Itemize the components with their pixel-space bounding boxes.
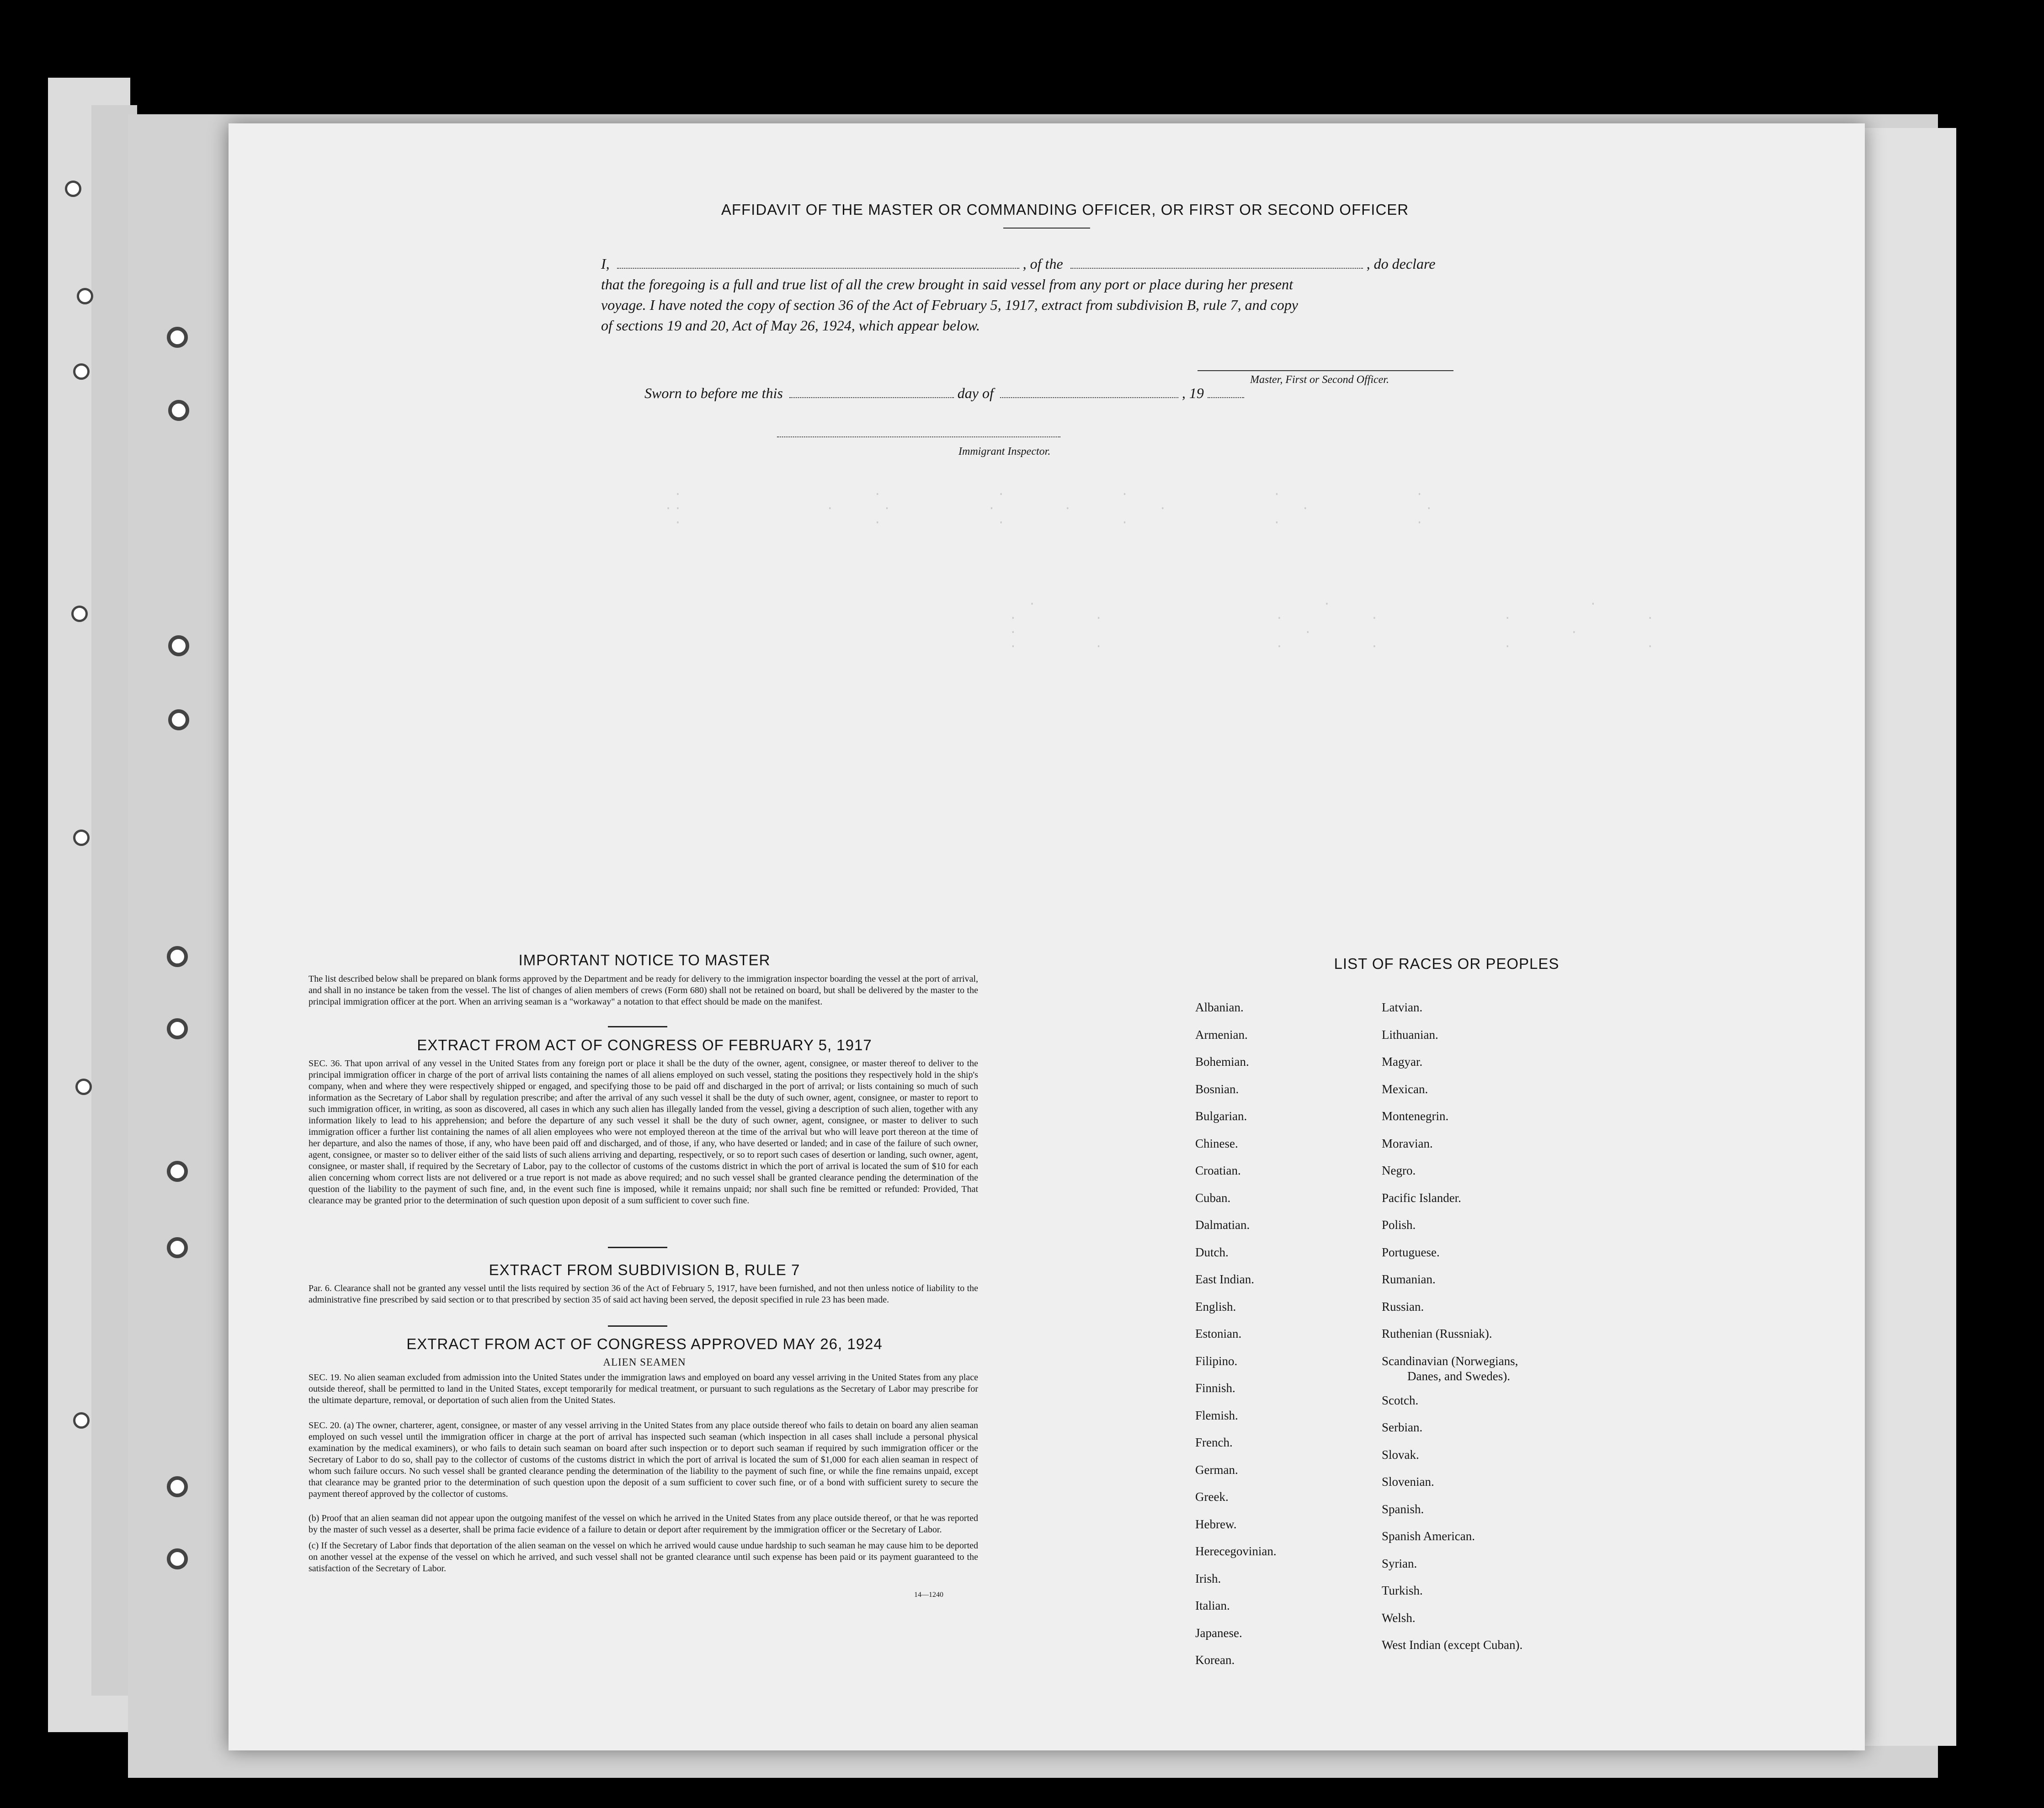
race-item: Scandinavian (Norwegians,: [1382, 1354, 1518, 1368]
affidavit-line-2: voyage. I have noted the copy of section 36 of the Act of February 5, 1917, extract from subdivision B, rule 7, and copy: [601, 297, 1298, 313]
race-item: Chinese.: [1195, 1136, 1238, 1150]
affidavit-line-3: of sections 19 and 20, Act of May 26, 1924, which appear below.: [601, 317, 980, 334]
race-item: Finnish.: [1195, 1381, 1235, 1395]
races-right-column: [1382, 994, 1522, 1659]
notice-text: The list described below shall be prepared on blank forms approved by the Department and be ready for delivery to the immigration inspector boarding the vessel at the port of arrival, and shall in no instance be taken from the vessel. The list of changes of alien members of crews (Form 680) shall not be retained on board, but shall be delivered by the master to the principal immigration officer at the port. When an arriving seaman is a "workaway" a notation to that effect should be made on the manifest.: [309, 974, 978, 1007]
race-item: Herecegovinian.: [1195, 1544, 1277, 1558]
race-item: Japanese.: [1195, 1626, 1242, 1640]
race-item: Welsh.: [1382, 1611, 1416, 1625]
alien-seamen-subtitle: ALIEN SEAMEN: [603, 1356, 686, 1368]
race-item: Latvian.: [1382, 1000, 1423, 1014]
race-item: Albanian.: [1195, 1000, 1244, 1014]
race-item: Turkish.: [1382, 1584, 1423, 1597]
race-item: Montenegrin.: [1382, 1109, 1449, 1123]
binder-hole: [167, 327, 188, 348]
race-item: German.: [1195, 1462, 1238, 1477]
notice-rule: [608, 1026, 667, 1027]
binder-hole: [73, 1412, 90, 1429]
declare-end: , do declare: [1366, 255, 1436, 272]
sworn-year-blank[interactable]: [1208, 383, 1244, 398]
sworn-prefix: Sworn to before me this: [644, 385, 783, 401]
binder-hole: [168, 400, 189, 421]
race-item: Cuban.: [1195, 1191, 1231, 1205]
affidavit-title: AFFIDAVIT OF THE MASTER OR COMMANDING OFFICER, OR FIRST OR SECOND OFFICER: [721, 201, 1409, 218]
binder-hole: [167, 1237, 188, 1258]
extract-1917-text: SEC. 36. That upon arrival of any vessel in the United States from any foreign port or place it shall be the duty of the owner, agent, consignee, or master thereof to deliver to the principal immigration officer in charge of the port of arrival lists containing the names of all aliens employed on such vessel, stating the positions they respectively hold in the ship's company, when and where they were respectively shipped or engaged, and specifying those to be paid off and discharged in the port of arrival; or lists containing so much of such information as the Secretary of Labor shall by regulation prescribe; and after the arrival of any such vessel it shall be the duty of such owner, agent, consignee, or master to report to such immigration officer, in writing, as soon as discovered, all cases in which any such alien has illegally landed from the vessel, giving a description of such alien, together with any information likely to lead to his apprehension; and before the departure of any such vessel it shall be the duty of such owner, agent, consignee, or master to deliver to such immigration officer a further list containing the names of all alien employees who were not employed thereon at the time of the arrival but who will leave port thereon at the time of her departure, and also the names of those, if any, who have been paid off and discharged, and of those, if any, who have deserted or landed; and in case of the failure of such owner, agent, consignee, or master so to deliver either of the said lists of such aliens arriving and departing, respectively, or so to report such cases of desertion or landing, such owner, agent, consignee, or master shall, if required by the Secretary of Labor, pay to the collector of customs of the customs district in which the port of arrival is located the sum of $10 for each alien concerning whom correct lists are not delivered or a true report is not made as above required; and no such vessel shall be granted clearance pending the determination of the question of the liability to the payment of such fine, and, in the event such fine is imposed, while it remains unpaid; nor shall such fine be remitted or refunded: Provided, That clearance may be granted prior to the determination of such question upon deposit of a sum sufficient to cover such fine.: [309, 1058, 978, 1206]
race-item: Armenian.: [1195, 1027, 1248, 1042]
race-item: East Indian.: [1195, 1272, 1254, 1286]
sworn-year: , 19: [1182, 385, 1204, 401]
sworn-line: [644, 383, 1513, 403]
name-blank[interactable]: [617, 254, 1019, 269]
race-item: English.: [1195, 1299, 1236, 1313]
race-item: West Indian (except Cuban).: [1382, 1638, 1523, 1652]
race-item: Lithuanian.: [1382, 1027, 1438, 1042]
race-item: Moravian.: [1382, 1136, 1433, 1150]
race-item: Spanish.: [1382, 1502, 1424, 1516]
form-number: 14—1240: [914, 1591, 943, 1599]
binder-hole: [77, 288, 93, 304]
race-item: Mexican.: [1382, 1082, 1428, 1096]
declare-i: I,: [601, 255, 610, 272]
rule7-title: EXTRACT FROM SUBDIVISION B, RULE 7: [489, 1261, 800, 1278]
race-item: Rumanian.: [1382, 1272, 1436, 1286]
race-item: Bulgarian.: [1195, 1109, 1247, 1123]
binder-hole: [167, 946, 188, 967]
race-item: Estonian.: [1195, 1327, 1242, 1340]
race-item: Hebrew.: [1195, 1517, 1237, 1531]
race-item: Italian.: [1195, 1599, 1230, 1612]
affidavit-declare-line: [601, 254, 1707, 274]
show-through-text: . . . . . . . . . . . . . . . . . .: [1009, 595, 1656, 651]
sworn-day-blank[interactable]: [789, 383, 954, 398]
race-item: Bosnian.: [1195, 1082, 1239, 1096]
race-item: Magyar.: [1382, 1055, 1423, 1069]
race-item: Portuguese.: [1382, 1245, 1440, 1259]
notice-title: IMPORTANT NOTICE TO MASTER: [518, 952, 771, 968]
race-item: Pacific Islander.: [1382, 1191, 1461, 1205]
master-signature-line[interactable]: [1198, 370, 1453, 371]
binder-hole: [167, 1476, 188, 1497]
race-item: Dalmatian.: [1195, 1218, 1250, 1232]
race-item: Serbian.: [1382, 1420, 1423, 1434]
binder-hole: [168, 709, 189, 730]
race-item: Scotch.: [1382, 1393, 1419, 1407]
master-caption: Master, First or Second Officer.: [1250, 374, 1389, 386]
sworn-month-blank[interactable]: [1000, 383, 1178, 398]
title-rule: [1003, 228, 1090, 229]
race-item: Spanish American.: [1382, 1529, 1475, 1543]
binder-hole: [65, 181, 81, 197]
race-item: French.: [1195, 1436, 1233, 1449]
race-item: Bohemian.: [1195, 1055, 1249, 1069]
binder-hole: [71, 606, 88, 622]
rule7-rule: [608, 1325, 667, 1327]
vessel-blank[interactable]: [1070, 254, 1363, 269]
extract-1924-title: EXTRACT FROM ACT OF CONGRESS APPROVED MAY 26, 1924: [406, 1335, 883, 1352]
section-19-text: SEC. 19. No alien seaman excluded from admission into the United States under the immigration laws and employed on board any vessel arriving in the United States from any place outside thereof, shall be permitted to land in the United States, except temporarily for medical treatment, or pursuant to such regulations as the Secretary of Labor may prescribe for the ultimate departure, removal, or deportation of such alien from the United States.: [309, 1372, 978, 1405]
race-item: Croatian.: [1195, 1164, 1241, 1177]
race-item: Russian.: [1382, 1299, 1424, 1313]
races-left-column: [1195, 994, 1277, 1674]
binder-hole: [168, 635, 189, 656]
binder-hole: [75, 1079, 92, 1095]
race-item: Ruthenian (Russniak).: [1382, 1327, 1492, 1340]
show-through-text: . . . . . . .. . . . . . . . . . . . . .: [664, 485, 1435, 527]
binder-hole: [167, 1548, 188, 1569]
section-20b-text: (b) Proof that an alien seaman did not appear upon the outgoing manifest of the vessel on which he arrived in the United States from any place outside thereof, or that he was reported by the master of such vessel as a deserter, shall be prima facie evidence of a failure to detain or deport after requirement by the immigration officer or the Secretary of Labor.: [309, 1513, 978, 1535]
rule7-text: Par. 6. Clearance shall not be granted any vessel until the lists required by section 36 of the Act of February 5, 1917, have been furnished, and not then unless notice of liability to the administrative fine prescribed by said section or to that prescribed by section 35 of said act having been served, the deposit specified in rule 23 has been made.: [309, 1283, 978, 1305]
binder-hole: [167, 1161, 188, 1182]
binder-hole: [167, 1018, 188, 1039]
binder-hole: [73, 363, 90, 380]
race-item: Greek.: [1195, 1490, 1229, 1504]
extract-1917-title: EXTRACT FROM ACT OF CONGRESS OF FEBRUARY 5, 1917: [417, 1037, 872, 1053]
extract-1917-rule: [608, 1247, 667, 1248]
race-item: Irish.: [1195, 1571, 1221, 1585]
inspector-signature-line[interactable]: [777, 436, 1060, 437]
race-item: Filipino.: [1195, 1354, 1238, 1368]
race-item: Negro.: [1382, 1164, 1416, 1177]
race-item: Danes, and Swedes).: [1407, 1369, 1510, 1383]
race-item: Slovenian.: [1382, 1475, 1434, 1489]
form-page: [229, 123, 1865, 1750]
race-item: Slovak.: [1382, 1447, 1419, 1462]
races-title: LIST OF RACES OR PEOPLES: [1334, 955, 1560, 972]
section-20c-text: (c) If the Secretary of Labor finds that deportation of the alien seaman on the vessel on which he arrived would cause undue hardship to such seaman he may cause him to be deported on another vessel at the expense of the vessel on which he arrived, and such vessel shall not be granted clearance until such expense has been paid or its payment guaranteed to the satisfaction of the Secretary of Labor.: [309, 1541, 978, 1574]
declare-of-the: , of the: [1022, 255, 1063, 272]
race-item: Syrian.: [1382, 1556, 1417, 1570]
sworn-day-of: day of: [957, 385, 994, 401]
race-item: Flemish.: [1195, 1408, 1238, 1422]
race-item: Dutch.: [1195, 1245, 1229, 1259]
race-item: Polish.: [1382, 1218, 1416, 1232]
race-item: Korean.: [1195, 1653, 1235, 1667]
affidavit-line-1: that the foregoing is a full and true list of all the crew brought in said vessel from any port or place during her present: [601, 276, 1293, 292]
binder-hole: [73, 830, 90, 846]
section-20a-text: SEC. 20. (a) The owner, charterer, agent, consignee, or master of any vessel arriving in the United States from any place outside thereof who fails to detain on board any alien seaman employed on such vessel until the immigration officer in charge at the port of arrival has inspected such seaman (which inspection in all cases shall include a personal physical examination by the medical examiners), or who fails to detain such seaman on board after such inspection or to deport such seaman if required by such immigration officer or the Secretary of Labor to do so, shall pay to the collector of customs of the customs district in which the port of arrival is located the sum of $1,000 for each alien seaman in respect of whom such failure occurs. No such vessel shall be granted clearance pending the determination of the liability to the payment of such fine, or while the fine remains unpaid, except that clearance may be granted prior to the determination of such question upon the deposit of a sum sufficient to cover such fine, or of a bond with sufficient surety to secure the payment thereof approved by the collector of customs.: [309, 1420, 978, 1499]
inspector-caption: Immigrant Inspector.: [958, 446, 1051, 457]
